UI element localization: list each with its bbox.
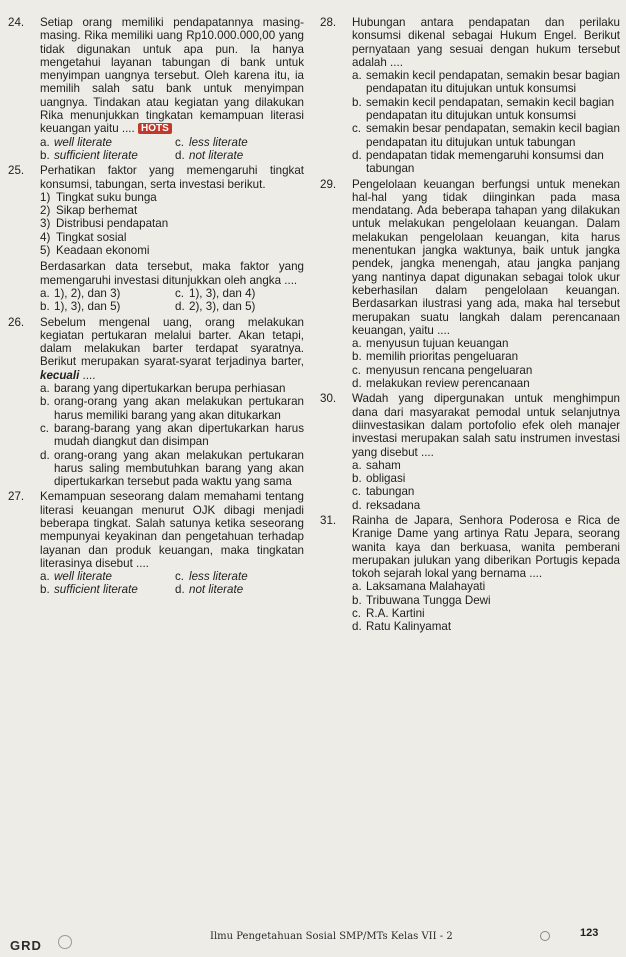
option-a[interactable]: a. semakin kecil pendapatan, semakin besar bagian pendapatan itu ditujukan untuk konsumsi [352, 69, 620, 96]
option-c[interactable]: c. tabungan [352, 485, 415, 499]
question-28 [320, 16, 620, 176]
question-number: 28. [320, 16, 337, 29]
question-number: 27. [8, 490, 25, 504]
answer-options [40, 570, 304, 597]
list-item: 1) Tingkat suku bunga [40, 190, 157, 204]
factor-list [40, 191, 304, 257]
answer-options [40, 382, 304, 488]
question-number: 31. [320, 513, 337, 527]
option-b[interactable]: b. semakin kecil pendapatan, semakin kecil bagian pendapatan itu ditujukan untuk konsumsi [352, 95, 615, 123]
left-column [8, 16, 304, 599]
question-29 [320, 178, 620, 391]
answer-options [40, 136, 304, 163]
question-number: 29. [320, 177, 337, 191]
answer-options [352, 337, 620, 390]
option-b[interactable]: b. 1), 3), dan 5) [40, 300, 121, 314]
question-text: Sebelum mengenal uang, orang melakukan kegiatan pertukaran melalui barter. Akan tetapi, dalam melakukan barter terdapat syaratnya. Berikut merupakan syarat-syarat terjadinya barter, kecuali .... [40, 315, 304, 382]
option-b[interactable]: b. Tribuwana Tungga Dewi [352, 593, 491, 607]
option-c[interactable]: c. menyusun rencana pengeluaran [352, 363, 533, 377]
question-text: Kemampuan seseorang dalam memahami tentang literasi keuangan menurut OJK dibagi menjadi beberapa tingkat. Salah satunya ketika seseorang mempunyai keyakinan dan pengetahuan terhadap layanan dan produk keuangan, maka tingkatan literasinya disebut .... [40, 490, 304, 570]
question-25 [8, 164, 304, 313]
circle-ornament-icon [58, 935, 72, 949]
answer-options [352, 69, 620, 175]
option-b[interactable]: b. orang-orang yang akan melakukan pertukaran harus memiliki barang yang akan ditukarkan [40, 395, 304, 422]
option-c[interactable]: c. less literate [175, 570, 248, 584]
question-number: 25. [8, 164, 25, 178]
question-text: Pengelolaan keuangan berfungsi untuk menekan hal-hal yang tidak diinginkan pada masa mendatang. Ada beberapa tahapan yang dilakukan untuk melakukan pengelolaan keuangan. Dalam melakukan pengelolaan keuangan, kita harus menentukan jangka waktunya, baik untuk jangka pendek, jangka menengah, atau jangka panjang yang nantinya dapat digunakan sebagai tolok ukur keberhasilan dalam pengelolaan keuangan. Berdasarkan ilustrasi yang ada, maka hal tersebut merupakan suatu langkah dalam perencanaan keuangan, yaitu .... [352, 177, 620, 337]
option-a[interactable]: a. barang yang dipertukarkan berupa perhiasan [40, 382, 286, 396]
option-a[interactable]: a. Laksamana Malahayati [352, 580, 486, 594]
option-d[interactable]: d. melakukan review perencanaan [352, 377, 530, 391]
option-d[interactable]: d. Ratu Kalinyamat [352, 620, 452, 634]
list-item: 5) Keadaan ekonomi [40, 244, 150, 258]
question-27 [8, 490, 304, 596]
answer-options [352, 459, 620, 512]
option-c[interactable]: c. R.A. Kartini [352, 607, 425, 621]
question-text: Perhatikan faktor yang memengaruhi tingkat konsumsi, tabungan, serta investasi berikut. [40, 164, 304, 191]
publisher-logo: GRD [10, 938, 42, 953]
question-text: Setiap orang memiliki pendapatannya masing-masing. Rika memiliki uang Rp10.000.000,00 yang tidak digunakan untuk apa pun. Ia hanya mengetahui layanan tabungan di bank untuk menyimpan uangnya tersebut. Oleh karena itu, ia memilih salah satu bank untuk menyimpan uangnya. Tindakan atau kegiatan yang dilakukan Rika menunjukkan tingkatan kemampuan literasi keuangan yaitu .... HOTS [40, 16, 304, 136]
page-circle-icon [540, 931, 550, 941]
option-c[interactable]: c. 1), 3), dan 4) [175, 286, 256, 300]
answer-options [40, 287, 304, 314]
option-a[interactable]: a. menyusun tujuan keuangan [352, 337, 509, 351]
list-item: 3) Distribusi pendapatan [40, 217, 169, 231]
option-a[interactable]: a. well literate [40, 135, 112, 149]
page-footer [0, 927, 626, 957]
option-b[interactable]: b. obligasi [352, 472, 406, 486]
option-c[interactable]: c. barang-barang yang akan dipertukarkan harus mudah diangkut dan disimpan [40, 421, 304, 449]
option-a[interactable]: a. well literate [40, 570, 112, 584]
question-text-2: Berdasarkan data tersebut, maka faktor yang memengaruhi investasi ditunjukkan oleh angka .... [40, 260, 304, 287]
question-26 [8, 316, 304, 489]
option-b[interactable]: b. sufficient literate [40, 583, 138, 597]
option-d[interactable]: d. reksadana [352, 498, 421, 512]
question-30 [320, 392, 620, 512]
option-c[interactable]: c. less literate [175, 135, 248, 149]
question-text: Rainha de Japara, Senhora Poderosa e Rica de Kranige Dame yang artinya Ratu Jepara, seorang wanita kaya dan berkuasa, wanita pemberani merupakan julukan yang diberikan Portugis kepada tokoh sejarah lokal yang bernama .... [352, 513, 620, 581]
list-item: 2) Sikap berhemat [40, 204, 138, 218]
option-d[interactable]: d. pendapatan tidak memengaruhi konsumsi dan tabungan [352, 148, 604, 176]
question-number: 24. [8, 16, 25, 29]
list-item: 4) Tingkat sosial [40, 230, 127, 244]
page-number: 123 [580, 927, 599, 939]
answer-options [352, 580, 620, 633]
hots-badge: HOTS [138, 123, 172, 134]
question-text: Hubungan antara pendapatan dan perilaku konsumsi dikenal sebagai Hukum Engel. Berikut pernyataan yang sesuai dengan hukum tersebut adalah .... [352, 16, 620, 69]
option-d[interactable]: d. orang-orang yang akan melakukan pertukaran harus saling membutuhkan barang yang akan dipertukarkan tersebut pada waktu yang sama [40, 448, 304, 489]
option-a[interactable]: a. saham [352, 458, 401, 472]
question-24 [8, 16, 304, 162]
question-number: 30. [320, 392, 337, 406]
question-number: 26. [8, 315, 25, 329]
question-31 [320, 514, 620, 634]
right-column [320, 16, 620, 636]
option-c[interactable]: c. semakin besar pendapatan, semakin kecil bagian pendapatan itu ditujukan untuk tabungan [352, 122, 620, 149]
option-d[interactable]: d. not literate [175, 583, 244, 597]
option-d[interactable]: d. 2), 3), dan 5) [175, 300, 256, 314]
option-b[interactable]: b. memilih prioritas pengeluaran [352, 350, 519, 364]
option-a[interactable]: a. 1), 2), dan 3) [40, 286, 121, 300]
book-title: Ilmu Pengetahuan Sosial SMP/MTs Kelas VII - 2 [210, 931, 453, 942]
question-text: Wadah yang dipergunakan untuk menghimpun dana dari masyarakat pemodal untuk selanjutnya diinvestasikan dalam portofolio efek oleh manajer investasi merupakan salah satu instrumen investasi yang disebut .... [352, 392, 620, 459]
option-b[interactable]: b. sufficient literate [40, 148, 138, 162]
option-d[interactable]: d. not literate [175, 148, 244, 162]
